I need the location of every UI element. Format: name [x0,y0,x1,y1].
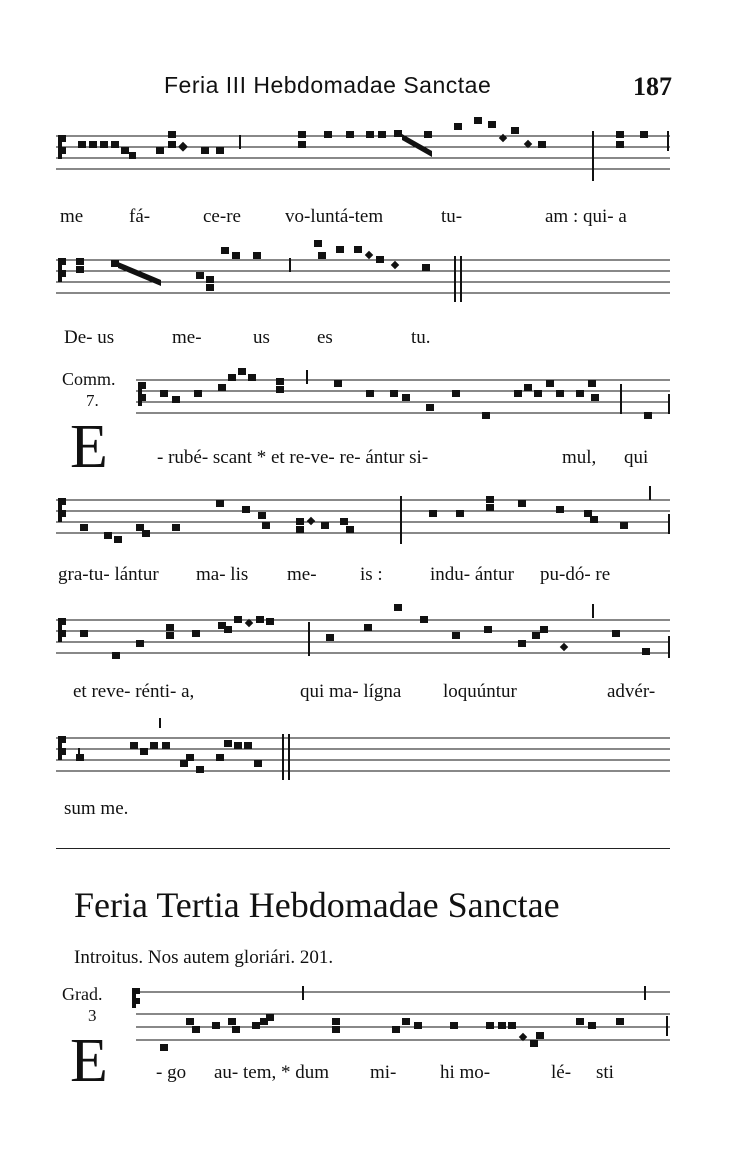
lyric-syllable: is : [360,564,383,585]
lyric-syllable: me- [287,564,317,585]
lyric-syllable: mul, [562,447,597,468]
lyric-syllable: qui ma- lígna [300,681,402,702]
page-number: 187 [633,72,672,101]
music-staff [136,986,672,1062]
music-staff [56,496,672,556]
lyric-syllable: mi- [370,1062,397,1083]
lyric-syllable: me- [172,327,202,348]
lyric-syllable: indu- ántur [430,564,514,585]
lyric-syllable: au- tem, * dum [214,1062,330,1083]
lyric-syllable: - rubé- scant * et re-ve- re- ántur si- [157,447,429,468]
mode-number: 7. [86,391,99,410]
lyric-syllable: ma- lis [196,564,249,585]
initial-letter: E [70,413,108,481]
lyric-syllable: es [317,327,333,348]
music-staff [56,612,672,672]
lyric-syllable: ce-re [203,206,241,227]
lyric-syllable: pu-dó- re [540,564,611,585]
section-divider [56,848,670,849]
lyric-syllable: gra-tu- lántur [58,564,159,585]
lyric-syllable: me [60,206,84,227]
lyric-syllable: advér- [607,681,656,702]
lyric-syllable: tu- [441,206,463,227]
lyric-syllable: hi mo- [440,1062,491,1083]
introit-reference: Introitus. Nos autem gloriári. 201. [74,947,334,968]
lyric-syllable: et reve- rénti- a, [73,681,195,702]
initial-letter: E [70,1027,108,1095]
lyric-syllable: sum me. [64,798,129,819]
chant-label-gradual: Grad. [62,984,103,1004]
chant-label-communion: Comm. [62,369,116,389]
lyric-syllable: De- us [64,327,115,348]
running-title: Feria III Hebdomadae Sanctae [164,72,492,98]
music-staff [56,131,672,187]
lyric-syllable: am : qui- a [545,206,627,227]
lyric-syllable: fá- [129,206,151,227]
lyric-syllable: - go [156,1062,187,1083]
music-staff [56,252,672,308]
music-staff [136,368,672,432]
lyric-syllable: tu. [411,327,431,348]
lyric-syllable: vo-luntá-tem [285,206,384,227]
mode-number: 3 [88,1006,97,1025]
section-title: Feria Tertia Hebdomadae Sanctae [74,885,560,925]
lyric-syllable: lé- [551,1062,572,1083]
lyric-syllable: sti [596,1062,614,1083]
lyric-syllable: us [253,327,270,348]
music-staff [56,732,672,788]
lyric-syllable: loquúntur [443,681,517,702]
lyric-syllable: qui [624,447,649,468]
